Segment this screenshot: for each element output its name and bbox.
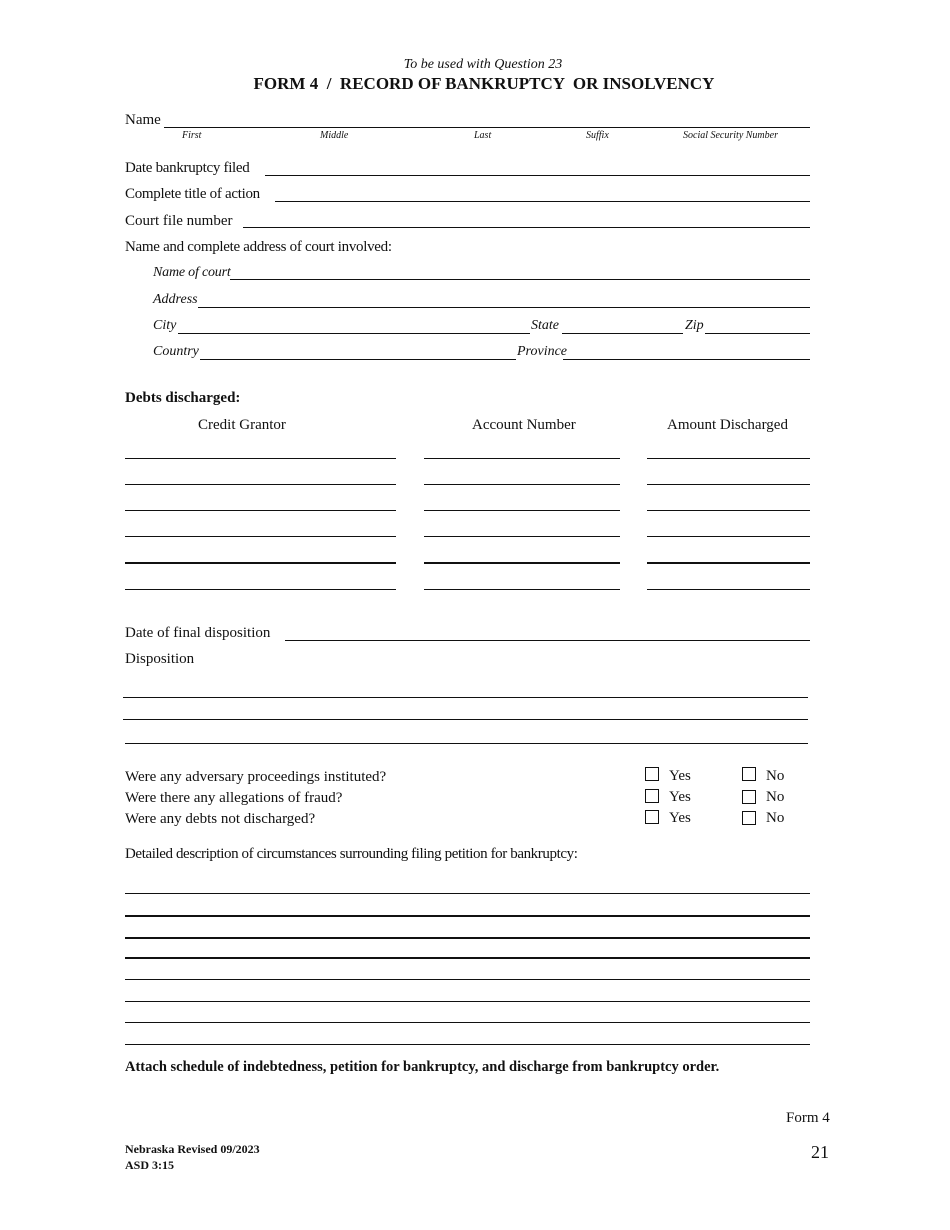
debt-row-2-credit-grantor-input[interactable] [125, 484, 396, 485]
state-input[interactable] [562, 333, 683, 334]
debt-row-1-account-number-input[interactable] [424, 458, 620, 459]
name-sublabel-last: Last [474, 130, 492, 141]
disposition-line-2[interactable] [123, 719, 808, 720]
court-file-number-label: Court file number [125, 213, 233, 229]
adversary-no-label: No [766, 768, 785, 784]
zip-input[interactable] [705, 333, 810, 334]
name-of-court-input[interactable] [230, 279, 810, 280]
name-sublabel-middle: Middle [320, 130, 349, 141]
province-input[interactable] [563, 359, 810, 360]
description-line-3[interactable] [125, 937, 810, 939]
not-discharged-no-label: No [766, 810, 785, 826]
fraud-no-label: No [766, 789, 785, 805]
form-subtitle: To be used with Question 23 [403, 57, 563, 72]
name-of-court-label: Name of court [153, 265, 231, 280]
description-line-8[interactable] [125, 1044, 810, 1045]
province-label: Province [517, 344, 568, 359]
court-address-heading: Name and complete address of court involved: [125, 239, 392, 255]
address-label: Address [153, 292, 198, 307]
debts-heading: Debts discharged: [125, 390, 241, 406]
column-credit-grantor: Credit Grantor [198, 417, 286, 433]
debt-row-5-amount-discharged-input[interactable] [647, 562, 810, 564]
fraud-no-checkbox[interactable] [742, 790, 756, 804]
debt-row-3-credit-grantor-input[interactable] [125, 510, 396, 511]
debt-row-4-amount-discharged-input[interactable] [647, 536, 810, 537]
disposition-line-1[interactable] [123, 697, 808, 698]
state-label: State [531, 318, 559, 333]
description-line-2[interactable] [125, 915, 810, 917]
court-file-number-input[interactable] [243, 227, 810, 228]
footer-revised: Nebraska Revised 09/2023 [125, 1142, 260, 1156]
debt-row-1-amount-discharged-input[interactable] [647, 458, 810, 459]
name-sublabel-ssn: Social Security Number [683, 130, 778, 141]
footer-asd: ASD 3:15 [125, 1158, 175, 1172]
debt-row-3-amount-discharged-input[interactable] [647, 510, 810, 511]
name-label: Name [125, 112, 161, 128]
zip-label: Zip [685, 318, 704, 333]
fraud-yes-checkbox[interactable] [645, 789, 659, 803]
column-amount-discharged: Amount Discharged [667, 417, 788, 433]
debt-row-6-amount-discharged-input[interactable] [647, 589, 810, 590]
fraud-yes-label: Yes [669, 789, 691, 805]
disposition-label: Disposition [125, 651, 195, 667]
title-of-action-label: Complete title of action [125, 186, 260, 202]
debt-row-2-amount-discharged-input[interactable] [647, 484, 810, 485]
question-adversary: Were any adversary proceedings instituted? [125, 769, 387, 785]
footer-page-number: 21 [811, 1142, 829, 1162]
name-input-line[interactable] [164, 127, 810, 128]
description-line-5[interactable] [125, 979, 810, 980]
disposition-line-3[interactable] [125, 743, 808, 744]
debt-row-5-credit-grantor-input[interactable] [125, 562, 396, 564]
adversary-yes-label: Yes [669, 768, 691, 784]
not-discharged-yes-label: Yes [669, 810, 691, 826]
adversary-yes-checkbox[interactable] [645, 767, 659, 781]
debt-row-2-account-number-input[interactable] [424, 484, 620, 485]
name-sublabel-suffix: Suffix [586, 130, 609, 141]
form-title: FORM 4 / RECORD OF BANKRUPTCY OR INSOLVENCY [253, 74, 715, 93]
description-line-1[interactable] [125, 893, 810, 894]
debt-row-3-account-number-input[interactable] [424, 510, 620, 511]
question-debts-not-discharged: Were any debts not discharged? [125, 811, 316, 827]
debt-row-5-account-number-input[interactable] [424, 562, 620, 564]
debt-row-1-credit-grantor-input[interactable] [125, 458, 396, 459]
debt-row-4-account-number-input[interactable] [424, 536, 620, 537]
country-input[interactable] [200, 359, 516, 360]
description-label: Detailed description of circumstances surrounding filing petition for bankruptcy: [125, 846, 578, 862]
not-discharged-yes-checkbox[interactable] [645, 810, 659, 824]
debt-row-4-credit-grantor-input[interactable] [125, 536, 396, 537]
attach-note: Attach schedule of indebtedness, petition for bankruptcy, and discharge from bankruptcy order. [125, 1059, 720, 1075]
name-sublabel-first: First [182, 130, 202, 141]
date-filed-input[interactable] [265, 175, 810, 176]
not-discharged-no-checkbox[interactable] [742, 811, 756, 825]
debt-row-6-credit-grantor-input[interactable] [125, 589, 396, 590]
final-disposition-date-label: Date of final disposition [125, 625, 271, 641]
footer-form-label: Form 4 [786, 1110, 830, 1126]
address-input[interactable] [198, 307, 810, 308]
date-filed-label: Date bankruptcy filed [125, 160, 250, 176]
city-label: City [153, 318, 177, 333]
city-input[interactable] [178, 333, 530, 334]
description-line-6[interactable] [125, 1001, 810, 1002]
adversary-no-checkbox[interactable] [742, 767, 756, 781]
description-line-4[interactable] [125, 957, 810, 959]
title-of-action-input[interactable] [275, 201, 810, 202]
final-disposition-date-input[interactable] [285, 640, 810, 641]
description-line-7[interactable] [125, 1022, 810, 1023]
debt-row-6-account-number-input[interactable] [424, 589, 620, 590]
column-account-number: Account Number [472, 417, 576, 433]
question-fraud: Were there any allegations of fraud? [125, 790, 343, 806]
country-label: Country [153, 344, 199, 359]
